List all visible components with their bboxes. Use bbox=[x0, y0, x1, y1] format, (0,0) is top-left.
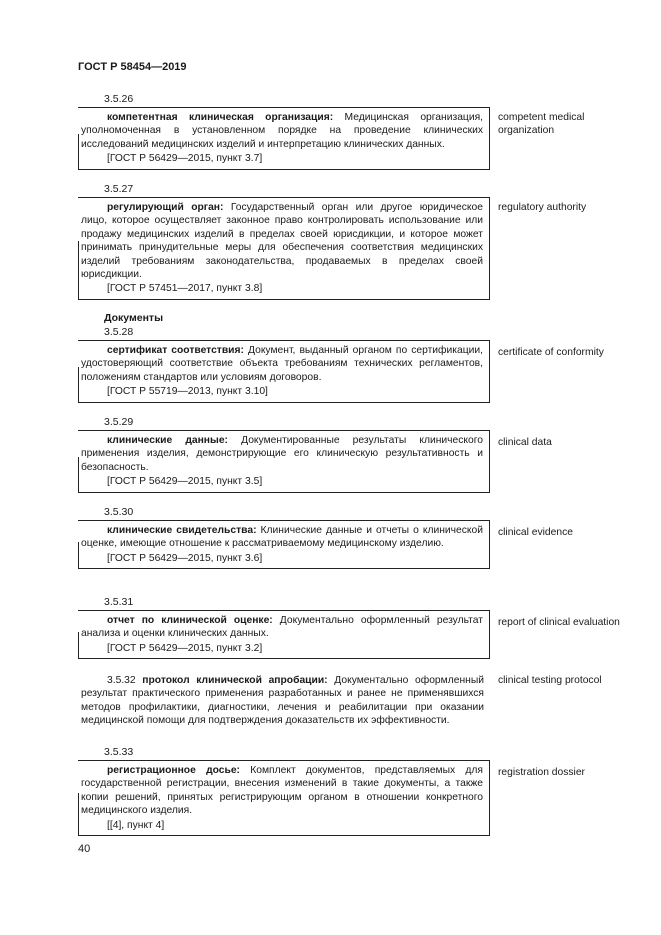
term-number: 3.5.33 bbox=[104, 746, 134, 758]
section-title: Документы bbox=[104, 312, 164, 324]
definition-text: Медицинская организация, уполномоченная в установленном порядке на проведение клинических исследований медицинских изделий и интерпретацию клинических данных. bbox=[81, 112, 484, 150]
term-source: [ГОСТ Р 56429—2015, пункт 3.7] bbox=[107, 153, 263, 165]
term-source: [ГОСТ Р 57451—2017, пункт 3.8] bbox=[107, 283, 263, 295]
english-term: clinical evidence bbox=[498, 527, 573, 538]
english-term: clinical data bbox=[498, 437, 552, 448]
term-definition bbox=[78, 341, 489, 384]
definition-box bbox=[78, 340, 490, 403]
term-definition bbox=[78, 108, 489, 151]
term-number: 3.5.26 bbox=[104, 93, 134, 105]
term-number: 3.5.27 bbox=[104, 183, 134, 195]
term-source: [ГОСТ Р 55719—2013, пункт 3.10] bbox=[107, 386, 268, 398]
term-name: протокол клинической апробации: bbox=[142, 675, 328, 686]
definition-box bbox=[78, 610, 490, 659]
term-name: регулирующий орган: bbox=[107, 202, 224, 213]
term-name: сертификат соответствия: bbox=[107, 345, 244, 356]
definition-box bbox=[78, 197, 490, 300]
term-number: 3.5.28 bbox=[104, 326, 134, 338]
term-source: [ГОСТ Р 56429—2015, пункт 3.5] bbox=[107, 476, 263, 488]
term-definition bbox=[78, 611, 489, 641]
english-term: competent medical organization bbox=[498, 112, 585, 137]
term-number: 3.5.30 bbox=[104, 506, 134, 518]
definition-text: Документированные результаты клинического применения изделия, демонстрирующие его клиническую результативность и безопасность. bbox=[81, 435, 484, 473]
term-source: [ГОСТ Р 56429—2015, пункт 3.2] bbox=[107, 642, 263, 654]
definition-text: Документ, выданный органом по сертификации, удостоверяющий соответствие объекта требованиям технических регламентов, положениям стандартов или условиям договоров. bbox=[81, 345, 484, 383]
term-definition bbox=[78, 198, 489, 281]
term-definition bbox=[78, 431, 489, 474]
definition-box bbox=[78, 107, 490, 170]
term-name: отчет по клинической оценке: bbox=[107, 615, 273, 626]
term-name: компетентная клиническая организация: bbox=[107, 112, 334, 123]
term-definition bbox=[78, 761, 489, 818]
term-number: 3.5.29 bbox=[104, 416, 134, 428]
english-term: report of clinical evaluation bbox=[498, 617, 620, 628]
definition-text: Документально оформленный результат практического применения разработанных и ранее не применявшихся методов профилактики, диагностики, лечения и реабилитации при оказании медицинской помощи для подтверждения доказательств их эффективности. bbox=[81, 675, 484, 727]
term-name: регистрационное досье: bbox=[107, 765, 240, 776]
definition-text: Клинические данные и отчеты о клинической оценке, имеющие отношение к рассматриваемому медицинскому изделию. bbox=[81, 525, 483, 550]
definition-box bbox=[78, 760, 490, 836]
definition-box bbox=[78, 430, 490, 493]
english-term: regulatory authority bbox=[498, 202, 587, 213]
term-name: клинические данные: bbox=[107, 435, 228, 446]
page-number: 40 bbox=[78, 843, 91, 855]
english-term: registration dossier bbox=[498, 767, 585, 778]
term-source: [ГОСТ Р 56429—2015, пункт 3.6] bbox=[107, 552, 263, 564]
term-definition bbox=[78, 674, 490, 728]
english-term: clinical testing protocol bbox=[498, 675, 602, 686]
definition-box bbox=[78, 520, 490, 569]
term-number: 3.5.32 bbox=[107, 675, 136, 686]
definition-text: Документально оформленный результат анализа и оценки клинических данных. bbox=[81, 615, 483, 640]
document-header: ГОСТ Р 58454—2019 bbox=[78, 61, 187, 73]
definition-text: Государственный орган или другое юридическое лицо, которое осуществляет законное право контролировать использование или продажу медицинских изделий в пределах своей юрисдикции, и которое может принимать принудительные меры для обеспечения соответствия медицинских изделий требованиям законодательства, продаваемых в пределах своей юрисдикции. bbox=[81, 202, 483, 281]
term-source: [[4], пункт 4] bbox=[107, 819, 165, 831]
term-number: 3.5.31 bbox=[104, 596, 134, 608]
english-term: certificate of conformity bbox=[498, 347, 604, 358]
term-name: клинические свидетельства: bbox=[107, 525, 257, 536]
definition-text: Комплект документов, представляемых для государственной регистрации, внесения изменений в такие документы, а также копии решений, принятых регистрирующим органом в отношении конкретного медицинского изделия. bbox=[81, 765, 484, 817]
term-definition bbox=[78, 521, 489, 551]
